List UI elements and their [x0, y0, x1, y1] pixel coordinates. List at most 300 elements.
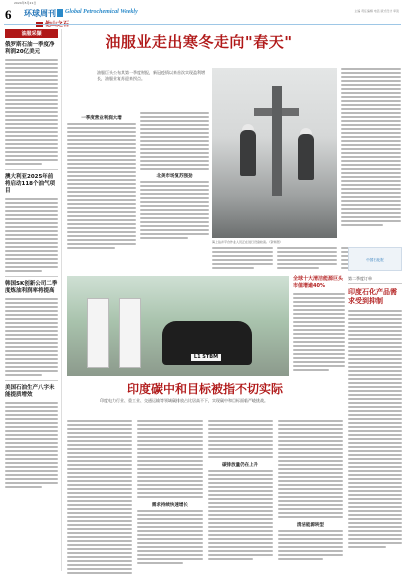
text-line: [208, 542, 273, 544]
text-line: [5, 470, 58, 472]
text-line: [5, 402, 58, 404]
text-line: [140, 164, 209, 166]
photo-detail: [272, 86, 282, 196]
text-line: [208, 538, 273, 540]
text-line: [140, 124, 209, 126]
text-line: [348, 362, 402, 364]
text-line: [348, 374, 402, 376]
text-line: [137, 424, 202, 426]
text-line: [5, 95, 58, 97]
text-line: [5, 63, 58, 65]
text-line: [140, 237, 188, 239]
text-line: [137, 444, 202, 446]
text-line: [341, 108, 401, 110]
text-line: [348, 402, 402, 404]
text-line: [137, 472, 202, 474]
text-line: [67, 219, 136, 221]
text-line: [341, 160, 401, 162]
text-line: [5, 358, 58, 360]
text-line: [348, 334, 402, 336]
text-line: [5, 151, 58, 153]
text-line: [137, 484, 202, 486]
text-line: [5, 362, 58, 364]
text-line: [278, 554, 343, 556]
text-line: [278, 484, 343, 486]
text-line: [67, 492, 132, 494]
text-line: [5, 107, 58, 109]
text-line: [137, 546, 202, 548]
text-line: [5, 226, 58, 228]
text-line: [5, 71, 58, 73]
text-line: [341, 72, 401, 74]
text-line: [348, 378, 402, 380]
text-line: [293, 349, 345, 351]
text-line: [348, 474, 402, 476]
text-line: [5, 366, 58, 368]
text-line: [137, 550, 202, 552]
text-line: [278, 558, 324, 560]
text-line: [278, 546, 343, 548]
text-line: [67, 544, 132, 546]
text-line: [5, 370, 58, 372]
photo-detail: [242, 124, 254, 130]
text-line: [140, 181, 209, 183]
text-line: [67, 564, 132, 566]
text-line: [341, 200, 401, 202]
text-line: [208, 428, 273, 430]
masthead: [0, 0, 405, 26]
text-line: [5, 210, 58, 212]
text-line: [137, 534, 202, 536]
text-line: [67, 155, 136, 157]
text-line: [208, 530, 273, 532]
text-line: [341, 156, 401, 158]
text-line: [67, 516, 132, 518]
text-line: [5, 270, 42, 272]
text-line: [293, 341, 345, 343]
text-line: [278, 424, 343, 426]
text-line: [137, 468, 202, 470]
text-line: [137, 432, 202, 434]
text-line: [5, 218, 58, 220]
right-column: [348, 276, 402, 571]
text-line: [67, 207, 136, 209]
text-line: [137, 542, 202, 544]
text-line: [67, 127, 136, 129]
text-line: [348, 494, 402, 496]
text-line: [278, 504, 343, 506]
text-line: [140, 217, 209, 219]
subhead-1: 一季度营业利润大增: [81, 116, 122, 121]
text-line: [5, 306, 58, 308]
text-line: [137, 428, 202, 430]
text-line: [137, 452, 202, 454]
text-line: [293, 293, 345, 295]
text-line: [348, 382, 402, 384]
text-line: [137, 496, 202, 498]
second-headline: 印度碳中和目标被指不切实际: [126, 382, 283, 396]
text-line: [67, 203, 136, 205]
text-line: [341, 88, 401, 90]
body-column: [137, 420, 202, 570]
text-line: [277, 263, 338, 265]
text-line: [137, 464, 202, 466]
text-line: [67, 448, 132, 450]
text-line: [67, 524, 132, 526]
text-line: [67, 199, 136, 201]
text-line: [278, 512, 343, 514]
text-line: [5, 83, 58, 85]
text-line: [137, 448, 202, 450]
text-line: [348, 442, 402, 444]
text-line: [5, 314, 58, 316]
text-line: [67, 211, 136, 213]
text-line: [212, 263, 273, 265]
text-line: [208, 510, 273, 512]
text-line: [5, 139, 58, 141]
text-line: [278, 542, 343, 544]
body-column: [67, 420, 132, 570]
text-line: [5, 111, 58, 113]
text-line: [348, 534, 402, 536]
text-line: [5, 450, 58, 452]
body-column: [67, 112, 136, 257]
text-line: [5, 414, 58, 416]
text-line: [5, 326, 58, 328]
text-line: [5, 119, 58, 121]
text-line: [140, 144, 209, 146]
text-line: [278, 452, 343, 454]
text-line: [348, 478, 402, 480]
text-line: [137, 460, 202, 462]
text-line: [208, 424, 273, 426]
text-line: [5, 147, 58, 149]
text-line: [5, 442, 58, 444]
text-line: [5, 230, 58, 232]
text-line: [140, 140, 209, 142]
text-line: [293, 345, 345, 347]
text-line: [293, 297, 345, 299]
left-column: [5, 29, 62, 571]
text-line: [67, 231, 136, 233]
text-line: [67, 440, 132, 442]
text-line: [137, 456, 202, 458]
text-line: [208, 558, 254, 560]
text-line: [137, 480, 202, 482]
text-line: [67, 239, 136, 241]
text-line: [348, 466, 402, 468]
text-line: [5, 338, 58, 340]
text-line: [348, 430, 402, 432]
right-column-headline: 印度石化产品需求受到抑制: [348, 288, 397, 305]
text-line: [137, 518, 202, 520]
text-line: [348, 338, 402, 340]
photo-detail: [119, 298, 141, 368]
text-line: [348, 326, 402, 328]
text-line: [5, 350, 58, 352]
text-line: [137, 492, 202, 494]
text-line: [341, 212, 401, 214]
text-line: [341, 68, 401, 70]
text-line: [140, 201, 209, 203]
main-story-continued: [341, 68, 401, 246]
text-line: [67, 432, 132, 434]
text-line: [348, 414, 402, 416]
text-line: [293, 333, 345, 335]
text-line: [5, 131, 58, 133]
text-line: [137, 440, 202, 442]
text-line: [67, 183, 136, 185]
text-line: [293, 321, 345, 323]
text-line: [277, 247, 338, 249]
text-line: [348, 346, 402, 348]
brief-body-4: [5, 402, 58, 488]
text-line: [67, 444, 132, 446]
text-line: [348, 390, 402, 392]
brief-title-3: 韩国SK创新公司二季度炼油利润率将提高: [5, 281, 58, 294]
text-line: [341, 148, 401, 150]
text-line: [341, 120, 401, 122]
text-line: [341, 132, 401, 134]
text-line: [5, 302, 58, 304]
text-line: [348, 450, 402, 452]
text-line: [348, 354, 402, 356]
main-headline: 油服业走出寒冬走向"春天": [105, 33, 293, 51]
text-line: [140, 193, 209, 195]
text-line: [278, 508, 343, 510]
text-line: [5, 214, 58, 216]
text-line: [348, 350, 402, 352]
text-line: [278, 480, 343, 482]
text-line: [137, 562, 183, 564]
right-column-tag: 第二季度订单: [348, 276, 402, 284]
text-line: [348, 490, 402, 492]
text-line: [278, 440, 343, 442]
text-line: [140, 132, 209, 134]
text-line: [140, 229, 209, 231]
text-line: [67, 500, 132, 502]
text-line: [208, 452, 273, 454]
text-line: [348, 434, 402, 436]
text-line: [208, 506, 273, 508]
text-line: [5, 346, 58, 348]
text-line: [348, 518, 402, 520]
text-line: [278, 420, 343, 422]
text-line: [137, 522, 202, 524]
text-line: [140, 152, 209, 154]
text-line: [5, 310, 58, 312]
text-line: [5, 258, 58, 260]
text-line: [140, 156, 209, 158]
text-line: [208, 490, 273, 492]
text-line: [140, 136, 209, 138]
text-line: [5, 254, 58, 256]
text-line: [67, 480, 132, 482]
text-line: [278, 448, 343, 450]
text-line: [293, 317, 345, 319]
text-line: [137, 526, 202, 528]
brief-body-2: [5, 198, 58, 272]
text-line: [341, 104, 401, 106]
text-line: [67, 496, 132, 498]
text-line: [5, 234, 58, 236]
second-story-body: [67, 420, 343, 570]
text-line: [67, 532, 132, 534]
text-line: [140, 116, 209, 118]
text-line: [208, 534, 273, 536]
text-line: [67, 484, 132, 486]
text-line: [67, 528, 132, 530]
text-line: [67, 143, 136, 145]
main-story-body: [67, 112, 209, 257]
text-line: [67, 456, 132, 458]
text-line: [348, 486, 402, 488]
text-line: [208, 444, 273, 446]
text-line: [67, 147, 136, 149]
text-line: [208, 448, 273, 450]
brief-body-3: [5, 298, 58, 376]
text-line: [348, 366, 402, 368]
text-line: [67, 247, 115, 249]
brief-title-2: 澳大利亚2025年前将启动118个油气项目: [5, 174, 55, 194]
text-line: [5, 159, 58, 161]
text-line: [348, 342, 402, 344]
text-line: [67, 175, 136, 177]
text-line: [341, 144, 401, 146]
text-line: [341, 172, 401, 174]
ad-block: 中国石化报: [348, 247, 402, 271]
text-line: [5, 206, 58, 208]
text-line: [348, 454, 402, 456]
photo-detail: [87, 298, 109, 368]
text-line: [137, 530, 202, 532]
text-line: [341, 152, 401, 154]
text-line: [5, 446, 58, 448]
text-line: [67, 135, 136, 137]
text-line: [212, 247, 273, 249]
left-column-heading: 油服采撷: [5, 29, 58, 38]
text-line: [67, 159, 136, 161]
text-line: [293, 357, 345, 359]
text-line: [348, 502, 402, 504]
text-line: [293, 337, 345, 339]
text-line: [67, 424, 132, 426]
text-line: [67, 151, 136, 153]
text-line: [212, 251, 273, 253]
second-lede: 印度电力行业、重工业、交通运输等领域碳排放占比居高不下，实现碳中和目标面临严峻挑战。: [100, 398, 268, 403]
text-line: [208, 498, 273, 500]
text-line: [341, 136, 401, 138]
divider: [5, 380, 58, 381]
text-line: [348, 310, 402, 312]
body-column: [278, 420, 343, 570]
text-line: [348, 318, 402, 320]
text-line: [208, 502, 273, 504]
text-line: [208, 436, 273, 438]
text-line: [5, 103, 58, 105]
text-line: [137, 436, 202, 438]
text-line: [67, 556, 132, 558]
text-line: [5, 318, 58, 320]
text-line: [5, 143, 58, 145]
text-line: [208, 514, 273, 516]
text-line: [348, 542, 402, 544]
text-line: [208, 474, 273, 476]
text-line: [278, 492, 343, 494]
text-line: [341, 76, 401, 78]
text-line: [5, 79, 58, 81]
text-line: [5, 458, 58, 460]
text-line: [293, 313, 345, 315]
brief-body-1: [5, 59, 58, 165]
text-line: [341, 128, 401, 130]
text-line: [208, 554, 273, 556]
text-line: [341, 192, 401, 194]
text-line: [140, 128, 209, 130]
text-line: [5, 374, 42, 376]
text-line: [293, 361, 345, 363]
ev-charging-photo: [67, 276, 289, 376]
text-line: [212, 255, 273, 257]
text-line: [67, 436, 132, 438]
text-line: [67, 560, 132, 562]
text-line: [67, 215, 136, 217]
text-line: [348, 370, 402, 372]
text-line: [277, 267, 319, 269]
text-line: [5, 91, 58, 93]
text-line: [5, 438, 58, 440]
text-line: [140, 209, 209, 211]
text-line: [140, 197, 209, 199]
text-line: [348, 514, 402, 516]
text-line: [5, 242, 58, 244]
text-line: [5, 59, 58, 61]
text-line: [5, 410, 58, 412]
text-line: [67, 476, 132, 478]
text-line: [5, 322, 58, 324]
text-line: [348, 526, 402, 528]
text-line: [341, 220, 401, 222]
main-lede: 油服巨头公布其第一季度财报，新冠疫情以来首次实现盈利增长，油服业复苏迎来拐点。: [97, 70, 205, 81]
oil-rig-photo: [212, 68, 337, 238]
text-line: [67, 191, 136, 193]
text-line: [5, 127, 58, 129]
text-line: [278, 534, 343, 536]
main-headline-banner: [67, 31, 331, 65]
text-line: [67, 139, 136, 141]
license-plate: L1 STBM: [191, 354, 221, 361]
text-line: [348, 394, 402, 396]
text-line: [348, 438, 402, 440]
text-line: [348, 314, 402, 316]
paper-english-name: Global Petrochemical Weekly: [65, 9, 138, 15]
text-line: [5, 250, 58, 252]
text-line: [341, 124, 401, 126]
text-line: [137, 488, 202, 490]
text-line: [341, 208, 401, 210]
brief-title-1: 俄罗斯石油一季度净利润20亿美元: [5, 42, 55, 55]
text-line: [278, 476, 343, 478]
text-line: [341, 168, 401, 170]
text-line: [348, 398, 402, 400]
masthead-accent-bar: [57, 9, 63, 17]
photo-caption: 海上钻井平台作业人员正在进行设备检查。（资料图）: [212, 240, 283, 244]
text-line: [67, 568, 132, 570]
photo-detail: [298, 134, 314, 180]
text-line: [208, 518, 273, 520]
text-line: [341, 96, 401, 98]
text-line: [208, 432, 273, 434]
